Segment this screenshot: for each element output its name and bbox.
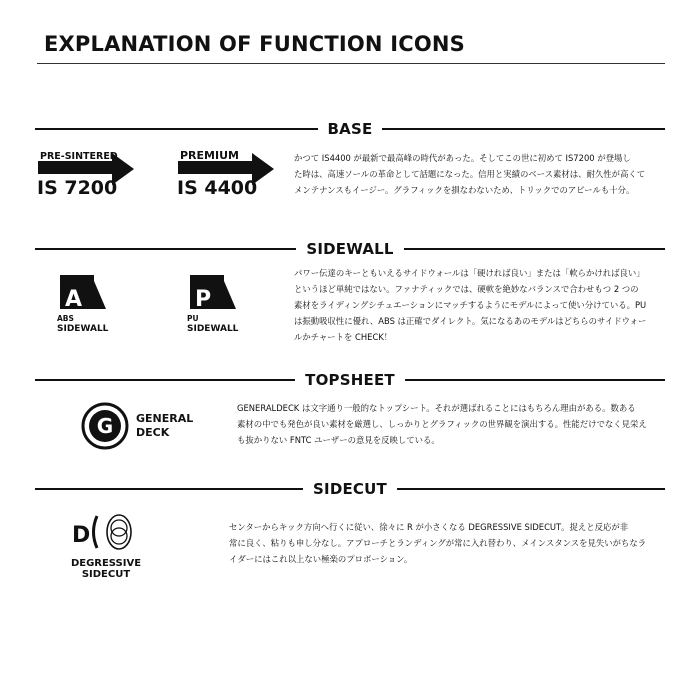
divider-line [405, 379, 665, 381]
topsheet-description-line-1: GENERALDECK は文字通り一般的なトップシート。それが選ばれることにはもちろん理由がある。数ある [237, 403, 636, 413]
section-header-base [35, 119, 665, 139]
base-description-line-3: メンテナンスもイージー。グラフィックを損なわないため、トリックでのアピールも十分。 [294, 185, 635, 195]
general-label: GENERAL [136, 412, 194, 425]
base-description-line-1: かつて IS4400 が最新で最高峰の時代があった。そしてこの世に初めて IS7200 が登場し [294, 153, 631, 163]
page-title: EXPLANATION OF FUNCTION ICONS [44, 32, 465, 56]
divider-line [404, 248, 665, 250]
section-header-sidecut [35, 479, 665, 499]
degressive-sidecut-icon [64, 508, 148, 582]
sidewall-description [294, 265, 666, 345]
is7200-label: IS 7200 [37, 177, 118, 198]
section-header-topsheet [35, 370, 665, 390]
abs-sidewall-icon [54, 275, 114, 335]
topsheet-description-line-2: 素材の中でも発色が良い素材を厳選し、しっかりとグラフィックの世界観を演出する。性能だけでなく見栄え [237, 419, 647, 429]
general-deck-letter: G [96, 414, 114, 438]
abs-letter: A [65, 287, 83, 312]
topsheet-description [237, 400, 667, 448]
section-title-base: BASE [327, 120, 373, 138]
pre-sintered-label: PRE-SINTERED [40, 151, 118, 162]
divider-line [397, 488, 665, 490]
divider-line [35, 379, 295, 381]
sidewall-description-line-2: というほど単純ではない。ファナティックでは、硬軟を絶妙なバランスで合わせもつ 2 つの [294, 284, 639, 294]
sidewall-description-line-3: 素材をライディングシチュエーションにマッチするようにモデルによって使い分けている。PU [294, 300, 647, 310]
sidewall-label: SIDEWALL [57, 324, 109, 334]
divider-line [35, 248, 296, 250]
sidecut-description-line-1: センターからキック方向へ行くに従い、徐々に R が小さくなる DEGRESSIVE SIDECUT。捉えと反応が非 [229, 522, 629, 532]
sidecut-description [229, 519, 669, 567]
degressive-label: DEGRESSIVE [70, 558, 142, 569]
premium-label: PREMIUM [180, 149, 239, 162]
general-deck-icon [80, 400, 210, 452]
pre-sintered-base-icon [36, 148, 140, 198]
pu-label: PU [187, 314, 199, 323]
sidewall-description-line-5: ルかチャートを CHECK！ [294, 332, 393, 342]
section-title-sidewall: SIDEWALL [306, 240, 394, 258]
pu-letter: P [195, 287, 212, 312]
base-description-line-2: た時は、高速ソールの革命として話題になった。信用と実績のベース素材は、耐久性が高くて [294, 169, 646, 179]
sidewall-label: SIDEWALL [187, 324, 239, 334]
is4400-label: IS 4400 [177, 177, 258, 197]
premium-base-icon [176, 147, 280, 197]
divider-line [35, 488, 303, 490]
sidecut-description-line-3: イダーにはこれ以上ない極楽のプロポーション。 [229, 554, 413, 564]
sidecut-description-line-2: 常に良く、粘りも申し分なし。アプローチとランディングが常に入れ替わり、メインスタンスを見失いがちなラ [229, 538, 647, 548]
base-description [294, 150, 666, 198]
title-divider [37, 63, 665, 64]
sidewall-description-line-4: は振動吸収性に優れ、ABS は正確でダイレクト。気になるあのモデルはどちらのサイドウォー [294, 316, 647, 326]
section-title-topsheet: TOPSHEET [305, 371, 395, 389]
section-title-sidecut: SIDECUT [313, 480, 387, 498]
section-header-sidewall [35, 239, 665, 259]
sidewall-description-line-1: パワー伝達のキーともいえるサイドウォールは「硬ければ良い」または「軟らかければ良い」 [294, 268, 645, 278]
divider-line [382, 128, 665, 130]
deck-label: DECK [136, 426, 170, 439]
degressive-letter: D [72, 523, 91, 548]
sidecut-label: SIDECUT [81, 569, 131, 580]
abs-label: ABS [57, 314, 74, 323]
pu-sidewall-icon [184, 275, 244, 335]
divider-line [35, 128, 318, 130]
topsheet-description-line-3: も抜かりない FNTC ユーザーの意見を反映している。 [237, 435, 440, 445]
